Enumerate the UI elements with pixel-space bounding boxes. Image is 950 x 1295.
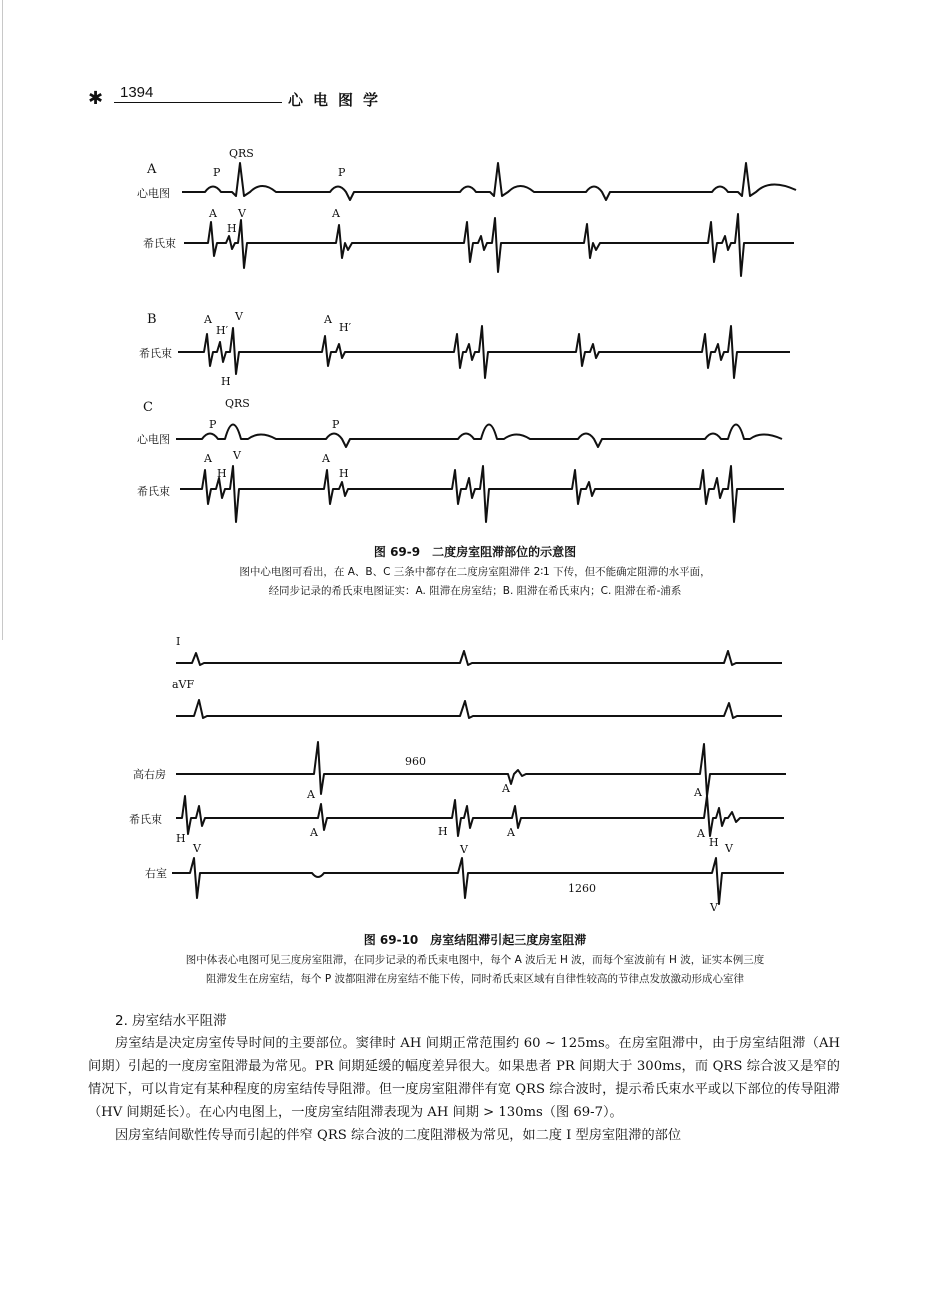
panel-a-his-label: 希氏束 bbox=[143, 237, 176, 250]
panel-c-his-h1-label: H bbox=[217, 467, 227, 480]
lead-rv-label: 右室 bbox=[145, 867, 167, 880]
lead-i-label: I bbox=[176, 635, 181, 648]
page-number: 1394 bbox=[120, 84, 154, 101]
panel-c-his-a1-label: A bbox=[204, 452, 212, 465]
figure-69-10-caption-line1: 图中体表心电图可见三度房室阻滞，在同步记录的希氏束电图中，每个 A 波后无 H 波，而每个室波前有 H 波，证实本例三度 bbox=[185, 954, 765, 966]
book-title: 心电图学 bbox=[288, 91, 389, 109]
figure-69-9-diagram bbox=[0, 0, 950, 620]
figure-69-10-caption-line2: 阻滞发生在房室结，每个 P 波都阻滞在房室结不能下传，同时希氏束区域有自律性较高的节律点发放激动形成心室律 bbox=[205, 973, 744, 985]
panel-b-hprime2-label: H′ bbox=[339, 321, 352, 334]
figure-69-10-diagram bbox=[0, 620, 950, 920]
panel-a-qrs-label: QRS bbox=[229, 147, 254, 160]
his-a4-label: A bbox=[310, 826, 318, 839]
panel-a-his-v1-label: V bbox=[238, 207, 246, 220]
body-paragraph-2: 因房室结间歇性传导而引起的伴窄 QRS 综合波的二度阻滞极为常见，如二度 Ⅰ 型房室阻滞的部位 bbox=[115, 1128, 682, 1143]
body-text bbox=[88, 1032, 840, 1147]
his-a5-label: A bbox=[507, 826, 515, 839]
his-h2-label: H bbox=[438, 825, 448, 838]
panel-a-label: A bbox=[147, 162, 157, 177]
lead-his-trace bbox=[176, 796, 784, 836]
rv-v4-label: V bbox=[710, 901, 718, 914]
lead-avf-trace bbox=[176, 700, 782, 718]
his-v2-label: V bbox=[460, 843, 468, 856]
panel-a-p2-label: P bbox=[338, 166, 346, 179]
panel-c-his-a2-label: A bbox=[322, 452, 330, 465]
body-paragraph-1: 房室结是决定房室传导时间的主要部位。窦律时 AH 间期正常范围约 60 ~ 125ms。在房室阻滞中，由于房室结阻滞（AH 间期）引起的一度房室阻滞最为常见。PR 间期延缓的幅度差异很大。如果患者 PR 间期大于 300ms，而 QRS 综合波又是窄的情况下，可以肯定有某种程度的房室结传导阻滞。但一度房室阻滞伴有宽 QRS 综合波时，提示希氏束水平或以下部位的传导阻滞（HV 间期延长）。在心内电图上，一度房室结阻滞表现为 AH 间期 > 130ms（图 69-7）。 bbox=[88, 1036, 840, 1120]
panel-b-his-trace bbox=[178, 326, 790, 378]
panel-b-hprime1-label: H′ bbox=[216, 324, 229, 337]
figure-69-9-caption-line1: 图中心电图可看出，在 A、B、C 三条中都存在二度房室阻滞伴 2∶1 下传，但不能确定阻滞的水平面， bbox=[239, 566, 711, 578]
lead-rv-trace bbox=[172, 858, 784, 904]
panel-c-his-h2-label: H bbox=[339, 467, 349, 480]
hra-a1-label: A bbox=[307, 788, 315, 801]
panel-a-his-h1-label: H bbox=[227, 222, 237, 235]
lead-i-trace bbox=[176, 651, 782, 665]
panel-a-his-trace bbox=[184, 214, 794, 276]
his-a6-label: A bbox=[697, 827, 705, 840]
panel-c-ecg-label: 心电图 bbox=[137, 433, 170, 446]
panel-c-his-label: 希氏束 bbox=[137, 485, 170, 498]
lead-avf-label: aVF bbox=[172, 678, 195, 691]
panel-a-ecg-trace bbox=[182, 163, 796, 200]
his-v3-label: V bbox=[725, 842, 733, 855]
panel-c-p2-label: P bbox=[332, 418, 340, 431]
his-h1-label: H bbox=[176, 832, 186, 845]
lead-his-label: 希氏束 bbox=[129, 813, 162, 826]
his-v1-label: V bbox=[193, 842, 201, 855]
panel-b-h-below-label: H bbox=[221, 375, 231, 388]
panel-c-his-v1-label: V bbox=[233, 449, 241, 462]
panel-b-a2-label: A bbox=[324, 313, 332, 326]
panel-a-his-a1-label: A bbox=[209, 207, 217, 220]
interval-960-label: 960 bbox=[405, 755, 426, 768]
his-h3-label: H bbox=[709, 836, 719, 849]
interval-1260-label: 1260 bbox=[568, 882, 596, 895]
figure-69-10-title: 图 69-10 房室结阻滞引起三度房室阻滞 bbox=[363, 933, 587, 947]
lead-hra-label: 高右房 bbox=[133, 768, 166, 781]
panel-a-p1-label: P bbox=[213, 166, 221, 179]
panel-c-ecg-trace bbox=[176, 425, 782, 448]
panel-c-qrs-label: QRS bbox=[225, 397, 250, 410]
panel-a-his-a2-label: A bbox=[332, 207, 340, 220]
panel-c-his-trace bbox=[180, 466, 784, 522]
panel-a-ecg-label: 心电图 bbox=[137, 187, 170, 200]
section-title: 2. 房室结水平阻滞 bbox=[115, 1013, 227, 1029]
panel-c-label: C bbox=[143, 400, 153, 415]
panel-c-p1-label: P bbox=[209, 418, 217, 431]
hra-a3-label: A bbox=[694, 786, 702, 799]
panel-b-v1-label: V bbox=[235, 310, 243, 323]
figure-69-9-caption-line2: 经同步记录的希氏束电图证实：A. 阻滞在房室结；B. 阻滞在希氏束内；C. 阻滞在希-浦系 bbox=[268, 585, 682, 597]
panel-b-a1-label: A bbox=[204, 313, 212, 326]
panel-b-label: B bbox=[147, 312, 157, 327]
header-star-icon: ✱ bbox=[88, 88, 104, 109]
hra-a2-label: A bbox=[502, 782, 510, 795]
figure-69-9-title: 图 69-9 二度房室阻滞部位的示意图 bbox=[373, 545, 577, 559]
panel-b-his-label: 希氏束 bbox=[139, 347, 172, 360]
